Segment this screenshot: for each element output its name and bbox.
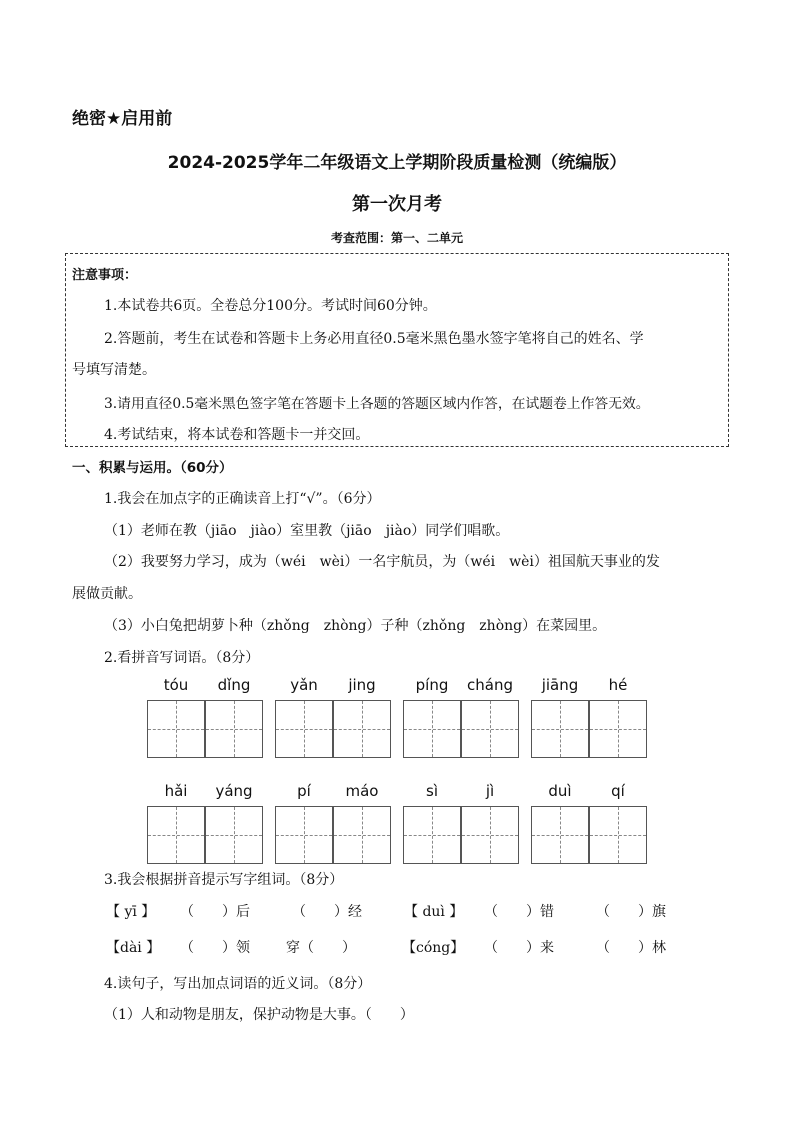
word-pair bbox=[531, 676, 649, 756]
word-blank: （ ）林 bbox=[596, 940, 666, 956]
pinyin-label: pí bbox=[297, 782, 311, 800]
question-3-prompt: 3.我会根据拼音提示写字组词。（8分） bbox=[104, 872, 344, 888]
question-4-prompt: 4.读句子，写出加点词语的近义词。（8分） bbox=[104, 976, 372, 992]
notice-item: 4.考试结束，将本试卷和答题卡一并交回。 bbox=[104, 427, 370, 443]
pinyin-label: yǎn bbox=[290, 676, 318, 694]
confidential-mark: 绝密★启用前 bbox=[72, 109, 173, 129]
question-1-line: （2）我要努力学习，成为（wéi wèi）一名宇航员，为（wéi wèi）祖国航天事业的发 bbox=[104, 554, 660, 570]
word-blank: （ ）后 bbox=[180, 904, 250, 920]
pinyin-hint: 【 yī 】 bbox=[106, 904, 156, 920]
word-blank: （ ）来 bbox=[484, 940, 554, 956]
word-blank: （ ）旗 bbox=[596, 904, 666, 920]
writing-box[interactable] bbox=[275, 806, 333, 864]
pinyin-label: hǎi bbox=[164, 782, 188, 800]
question-1-prompt: 1.我会在加点字的正确读音上打“√”。（6分） bbox=[104, 491, 381, 507]
pinyin-label: píng bbox=[415, 676, 449, 694]
pinyin-grid-row-2 bbox=[147, 782, 647, 862]
pinyin-label: cháng bbox=[467, 676, 513, 694]
writing-box[interactable] bbox=[531, 700, 589, 758]
writing-box[interactable] bbox=[461, 700, 519, 758]
writing-box[interactable] bbox=[403, 806, 461, 864]
word-pair bbox=[275, 782, 393, 862]
writing-box[interactable] bbox=[403, 700, 461, 758]
pinyin-grid-row-1 bbox=[147, 676, 647, 756]
writing-box[interactable] bbox=[275, 700, 333, 758]
notice-item: 号填写清楚。 bbox=[72, 362, 156, 378]
question-2-prompt: 2.看拼音写词语。（8分） bbox=[104, 650, 260, 666]
exam-title: 2024-2025学年二年级语文上学期阶段质量检测（统编版） bbox=[167, 153, 627, 173]
word-blank: （ ）领 bbox=[180, 940, 250, 956]
exam-scope: 考查范围：第一、二单元 bbox=[330, 231, 463, 245]
writing-box[interactable] bbox=[589, 806, 647, 864]
writing-box[interactable] bbox=[531, 806, 589, 864]
pinyin-label: sì bbox=[426, 782, 438, 800]
pinyin-label: hé bbox=[608, 676, 628, 694]
word-pair bbox=[403, 782, 521, 862]
notice-heading: 注意事项： bbox=[72, 268, 138, 283]
notice-box bbox=[65, 253, 729, 447]
writing-box[interactable] bbox=[147, 806, 205, 864]
word-blank: （ ）经 bbox=[292, 904, 362, 920]
writing-box[interactable] bbox=[205, 700, 263, 758]
pinyin-hint: 【 duì 】 bbox=[404, 904, 464, 920]
word-pair bbox=[403, 676, 521, 756]
writing-box[interactable] bbox=[333, 806, 391, 864]
pinyin-label: máo bbox=[345, 782, 379, 800]
notice-item: 1.本试卷共6页。全卷总分100分。考试时间60分钟。 bbox=[104, 298, 437, 314]
pinyin-hint: 【cóng】 bbox=[402, 940, 465, 956]
word-pair bbox=[147, 676, 265, 756]
question-1-line: 展做贡献。 bbox=[72, 586, 142, 602]
pinyin-hint: 【dài 】 bbox=[106, 940, 161, 956]
writing-box[interactable] bbox=[205, 806, 263, 864]
pinyin-label: dǐng bbox=[217, 676, 251, 694]
pinyin-label: tóu bbox=[163, 676, 189, 694]
word-blank: （ ）错 bbox=[484, 904, 554, 920]
writing-box[interactable] bbox=[461, 806, 519, 864]
word-pair bbox=[531, 782, 649, 862]
question-4-line: （1）人和动物是朋友，保护动物是大事。（ ） bbox=[104, 1007, 414, 1023]
pinyin-label: jì bbox=[485, 782, 495, 800]
pinyin-label: jiāng bbox=[541, 676, 579, 694]
writing-box[interactable] bbox=[147, 700, 205, 758]
pinyin-label: duì bbox=[548, 782, 572, 800]
word-blank: 穿（ ） bbox=[286, 940, 356, 956]
writing-box[interactable] bbox=[589, 700, 647, 758]
question-1-line: （1）老师在教（jiāo jiào）室里教（jiāo jiào）同学们唱歌。 bbox=[104, 523, 510, 539]
word-pair bbox=[147, 782, 265, 862]
pinyin-label: qí bbox=[611, 782, 625, 800]
pinyin-label: jing bbox=[348, 676, 376, 694]
section-heading: 一、积累与运用。（60分） bbox=[72, 460, 233, 476]
word-pair bbox=[275, 676, 393, 756]
pinyin-label: yáng bbox=[215, 782, 253, 800]
notice-item: 2.答题前，考生在试卷和答题卡上务必用直径0.5毫米黑色墨水签字笔将自己的姓名、学 bbox=[104, 331, 644, 347]
exam-subtitle: 第一次月考 bbox=[352, 194, 442, 215]
notice-item: 3.请用直径0.5毫米黑色签字笔在答题卡上各题的答题区域内作答，在试题卷上作答无效。 bbox=[104, 396, 650, 412]
writing-box[interactable] bbox=[333, 700, 391, 758]
question-1-line: （3）小白兔把胡萝卜种（zhǒng zhòng）子种（zhǒng zhòng）在菜园里。 bbox=[104, 618, 607, 634]
